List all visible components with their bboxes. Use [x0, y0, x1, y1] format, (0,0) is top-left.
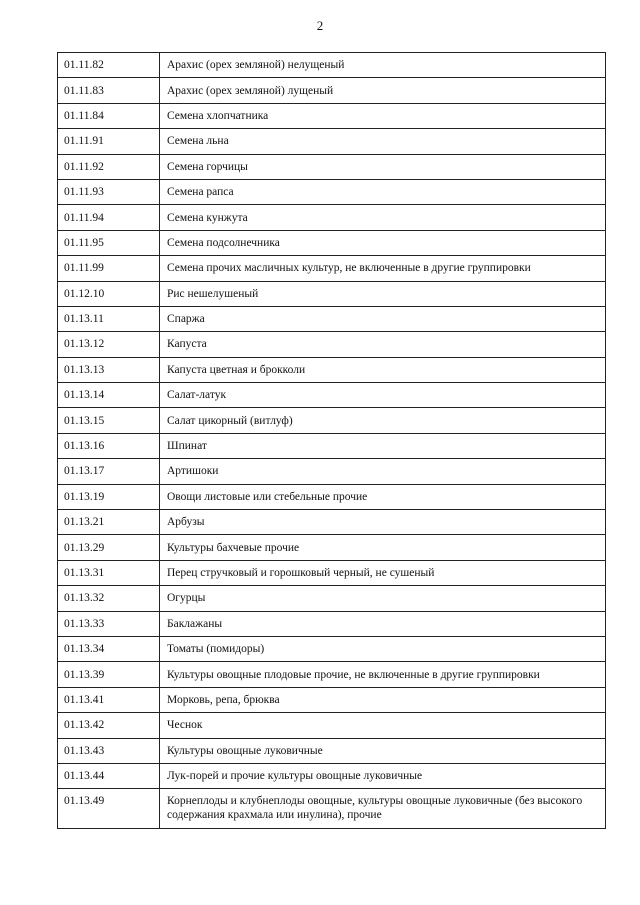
name-cell: Семена прочих масличных культур, не включенные в другие группировки: [160, 256, 606, 281]
name-cell: Семена хлопчатника: [160, 103, 606, 128]
name-cell: Перец стручковый и горошковый черный, не сушеный: [160, 560, 606, 585]
code-cell: 01.13.49: [58, 789, 160, 829]
code-cell: 01.11.84: [58, 103, 160, 128]
name-cell: Чеснок: [160, 713, 606, 738]
table-row: [58, 738, 606, 763]
name-cell: Томаты (помидоры): [160, 636, 606, 661]
name-cell: Овощи листовые или стебельные прочие: [160, 484, 606, 509]
table-row: [58, 611, 606, 636]
table-row: [58, 205, 606, 230]
name-cell: Рис нешелушеный: [160, 281, 606, 306]
code-cell: 01.13.29: [58, 535, 160, 560]
table-row: [58, 103, 606, 128]
name-cell: Семена рапса: [160, 179, 606, 204]
name-cell: Культуры овощные луковичные: [160, 738, 606, 763]
code-cell: 01.13.34: [58, 636, 160, 661]
name-cell: Салат цикорный (витлуф): [160, 408, 606, 433]
table-row: [58, 586, 606, 611]
code-cell: 01.11.91: [58, 129, 160, 154]
table-row: [58, 129, 606, 154]
code-cell: 01.13.39: [58, 662, 160, 687]
table-row: [58, 535, 606, 560]
code-cell: 01.13.44: [58, 763, 160, 788]
table-row: [58, 510, 606, 535]
name-cell: Семена горчицы: [160, 154, 606, 179]
code-cell: 01.11.83: [58, 78, 160, 103]
table-row: [58, 789, 606, 829]
table-body: [58, 53, 606, 829]
name-cell: Спаржа: [160, 306, 606, 331]
name-cell: Культуры бахчевые прочие: [160, 535, 606, 560]
table-row: [58, 306, 606, 331]
code-cell: 01.13.16: [58, 433, 160, 458]
name-cell: Арбузы: [160, 510, 606, 535]
classification-table: [57, 52, 606, 829]
code-cell: 01.13.41: [58, 687, 160, 712]
name-cell: Огурцы: [160, 586, 606, 611]
page-number: 2: [316, 18, 324, 33]
table-row: [58, 662, 606, 687]
code-cell: 01.11.99: [58, 256, 160, 281]
name-cell: Шпинат: [160, 433, 606, 458]
name-cell: Семена льна: [160, 129, 606, 154]
name-cell: Семена подсолнечника: [160, 230, 606, 255]
code-cell: 01.13.32: [58, 586, 160, 611]
code-cell: 01.13.33: [58, 611, 160, 636]
code-cell: 01.13.43: [58, 738, 160, 763]
code-cell: 01.13.42: [58, 713, 160, 738]
name-cell: Семена кунжута: [160, 205, 606, 230]
name-cell: Арахис (орех земляной) лущеный: [160, 78, 606, 103]
name-cell: Культуры овощные плодовые прочие, не включенные в другие группировки: [160, 662, 606, 687]
code-cell: 01.13.21: [58, 510, 160, 535]
name-cell: Лук-порей и прочие культуры овощные луковичные: [160, 763, 606, 788]
table-row: [58, 484, 606, 509]
name-cell: Артишоки: [160, 459, 606, 484]
table-row: [58, 713, 606, 738]
name-cell: Капуста цветная и брокколи: [160, 357, 606, 382]
table-row: [58, 230, 606, 255]
code-cell: 01.11.93: [58, 179, 160, 204]
table-row: [58, 53, 606, 78]
table-row: [58, 433, 606, 458]
code-cell: 01.12.10: [58, 281, 160, 306]
table-row: [58, 560, 606, 585]
name-cell: Арахис (орех земляной) нелущеный: [160, 53, 606, 78]
table-row: [58, 763, 606, 788]
code-cell: 01.13.14: [58, 383, 160, 408]
code-cell: 01.13.31: [58, 560, 160, 585]
table-row: [58, 383, 606, 408]
table-row: [58, 332, 606, 357]
code-cell: 01.11.95: [58, 230, 160, 255]
name-cell: Салат-латук: [160, 383, 606, 408]
code-cell: 01.13.17: [58, 459, 160, 484]
code-cell: 01.13.13: [58, 357, 160, 382]
code-cell: 01.13.11: [58, 306, 160, 331]
name-cell: Корнеплоды и клубнеплоды овощные, культуры овощные луковичные (без высокого содержания крахмала или инулина), прочие: [160, 789, 606, 829]
table-row: [58, 179, 606, 204]
name-cell: Баклажаны: [160, 611, 606, 636]
name-cell: Капуста: [160, 332, 606, 357]
table-row: [58, 256, 606, 281]
code-cell: 01.13.19: [58, 484, 160, 509]
table-row: [58, 687, 606, 712]
table-row: [58, 636, 606, 661]
name-cell: Морковь, репа, брюква: [160, 687, 606, 712]
table-row: [58, 459, 606, 484]
code-cell: 01.11.92: [58, 154, 160, 179]
code-cell: 01.13.12: [58, 332, 160, 357]
table-row: [58, 154, 606, 179]
code-cell: 01.11.82: [58, 53, 160, 78]
table-row: [58, 281, 606, 306]
code-cell: 01.11.94: [58, 205, 160, 230]
table-row: [58, 357, 606, 382]
table-row: [58, 78, 606, 103]
table-row: [58, 408, 606, 433]
code-cell: 01.13.15: [58, 408, 160, 433]
